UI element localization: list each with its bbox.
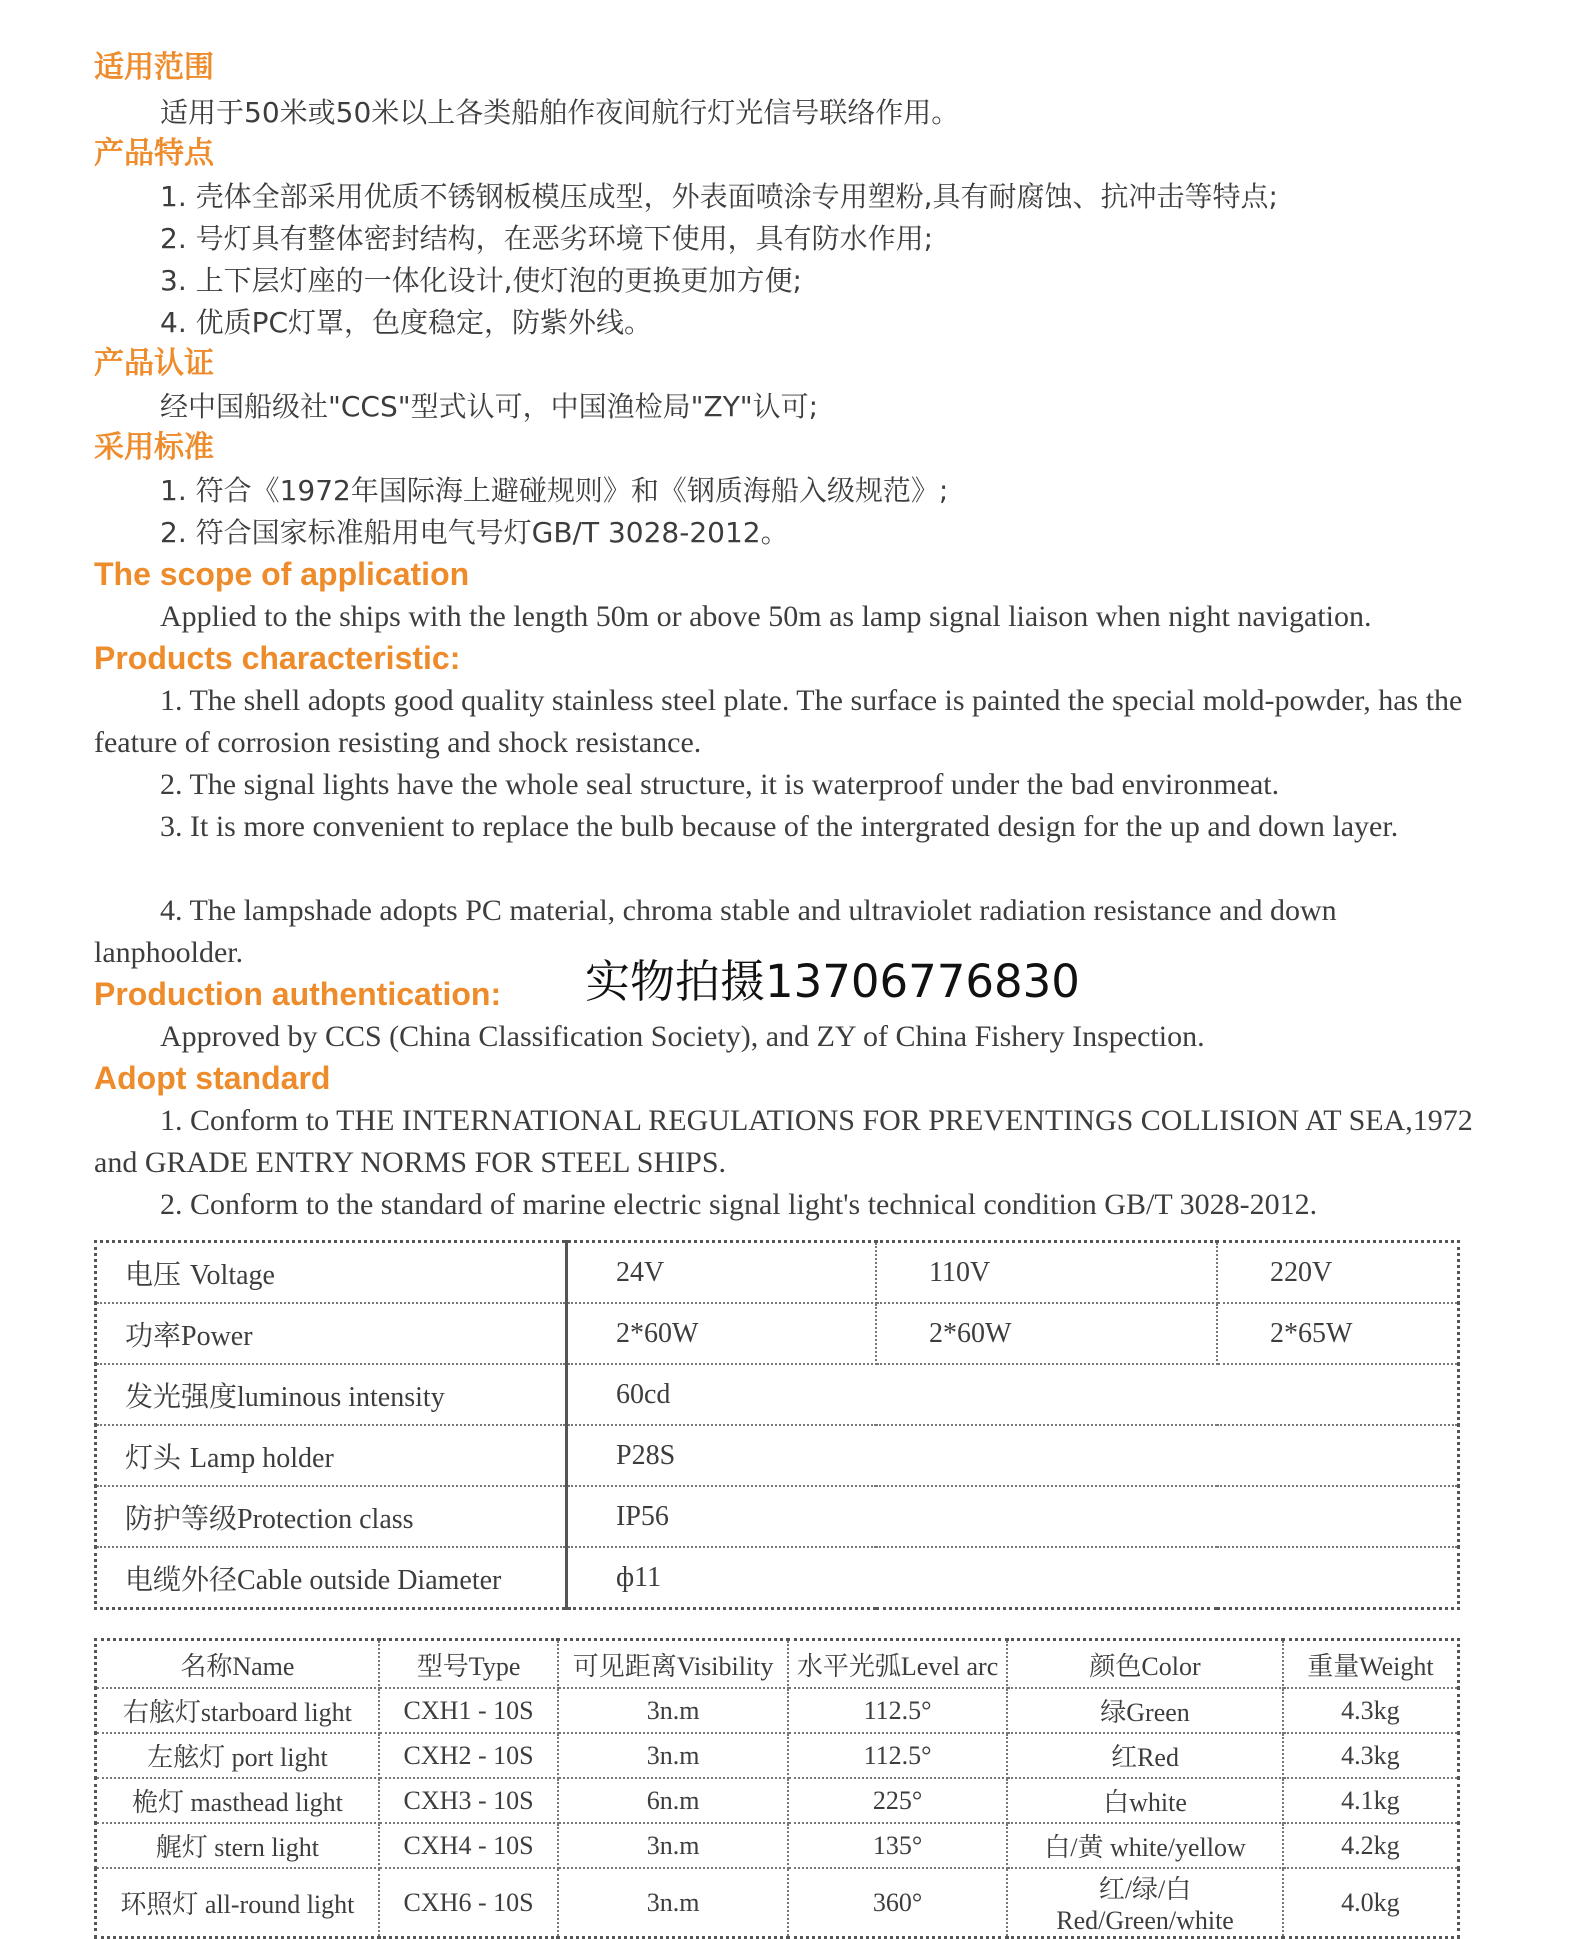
cell-weight: 4.1kg: [1283, 1778, 1459, 1823]
cell-weight: 4.2kg: [1283, 1823, 1459, 1868]
scope-text-en: Applied to the ships with the length 50m or above 50m as lamp signal liaison when night navigation.: [160, 600, 1372, 633]
spec-row-power: [96, 1303, 1459, 1364]
characteristic-item-en: 1. The shell adopts good quality stainless steel plate. The surface is painted the special mold-powder, has the feature of corrosion resisting and shock resistance.: [94, 684, 1463, 759]
table-row: [96, 1733, 1459, 1778]
cert-text-cn: 经中国船级社"CCS"型式认可，中国渔检局"ZY"认可;: [160, 390, 819, 423]
cell-level-arc: 225°: [788, 1778, 1007, 1823]
standard-item-cn: 1. 符合《1972年国际海上避碰规则》和《钢质海船入级规范》;: [160, 474, 949, 507]
heading-scope-cn: 适用范围: [94, 50, 214, 85]
cell-visibility: 3n.m: [558, 1688, 787, 1733]
cell-visibility: 3n.m: [558, 1733, 787, 1778]
spec-value: 110V: [876, 1242, 1217, 1304]
cell-level-arc: 112.5°: [788, 1733, 1007, 1778]
column-header: 名称Name: [96, 1640, 379, 1689]
feature-item-cn: 3. 上下层灯座的一体化设计,使灯泡的更换更加方便;: [160, 264, 802, 297]
heading-characteristics-en: Products characteristic:: [94, 640, 461, 676]
cell-color: 绿Green: [1007, 1688, 1283, 1733]
heading-features-cn: 产品特点: [94, 136, 214, 171]
table-row: [96, 1778, 1459, 1823]
heading-cert-cn: 产品认证: [94, 346, 214, 381]
cell-type: CXH2 - 10S: [379, 1733, 559, 1778]
cell-name: 桅灯 masthead light: [96, 1778, 379, 1823]
cell-type: CXH3 - 10S: [379, 1778, 559, 1823]
feature-item-cn: 1. 壳体全部采用优质不锈钢板模压成型，外表面喷涂专用塑粉,具有耐腐蚀、抗冲击等特点;: [160, 180, 1278, 213]
spec-value: 2*60W: [876, 1303, 1217, 1364]
cell-visibility: 3n.m: [558, 1868, 787, 1938]
spec-value: ф11: [567, 1547, 1459, 1609]
cell-name: 左舷灯 port light: [96, 1733, 379, 1778]
spec-label: 发光强度luminous intensity: [96, 1364, 567, 1425]
product-table: [94, 1638, 1460, 1939]
spec-value: IP56: [567, 1486, 1459, 1547]
cell-level-arc: 112.5°: [788, 1688, 1007, 1733]
heading-scope-en: The scope of application: [94, 556, 470, 592]
standard-item-en: 2. Conform to the standard of marine electric signal light's technical condition GB/T 3028-2012.: [160, 1188, 1318, 1221]
feature-item-cn: 4. 优质PC灯罩，色度稳定，防紫外线。: [160, 306, 653, 339]
spec-row-protection: [96, 1486, 1459, 1547]
column-header: 重量Weight: [1283, 1640, 1459, 1689]
characteristic-item-en: 2. The signal lights have the whole seal structure, it is waterproof under the bad environmeat.: [160, 768, 1280, 801]
characteristic-item-en: 3. It is more convenient to replace the bulb because of the intergrated design for the up and down layer.: [160, 810, 1399, 843]
cell-name: 右舷灯starboard light: [96, 1688, 379, 1733]
cell-name: 环照灯 all-round light: [96, 1868, 379, 1938]
table-row: [96, 1868, 1459, 1938]
cell-color: 白/黄 white/yellow: [1007, 1823, 1283, 1868]
characteristic-item-en: 4. The lampshade adopts PC material, chroma stable and ultraviolet radiation resistance and down lanphoolder.: [94, 894, 1337, 969]
cell-weight: 4.0kg: [1283, 1868, 1459, 1938]
cell-visibility: 6n.m: [558, 1778, 787, 1823]
table-row: [96, 1823, 1459, 1868]
spec-label: 电缆外径Cable outside Diameter: [96, 1547, 567, 1609]
cell-level-arc: 135°: [788, 1823, 1007, 1868]
spec-row-voltage: [96, 1242, 1459, 1304]
spec-label: 防护等级Protection class: [96, 1486, 567, 1547]
spec-row-lamp-holder: [96, 1425, 1459, 1486]
column-header: 颜色Color: [1007, 1640, 1283, 1689]
cell-type: CXH6 - 10S: [379, 1868, 559, 1938]
cell-type: CXH4 - 10S: [379, 1823, 559, 1868]
column-header: 水平光弧Level arc: [788, 1640, 1007, 1689]
authentication-text-en: Approved by CCS (China Classification Society), and ZY of China Fishery Inspection.: [160, 1020, 1205, 1053]
spec-value: 60cd: [567, 1364, 1459, 1425]
spec-label: 功率Power: [96, 1303, 567, 1364]
heading-authentication-en: Production authentication:: [94, 976, 502, 1012]
feature-item-cn: 2. 号灯具有整体密封结构，在恶劣环境下使用，具有防水作用;: [160, 222, 934, 255]
cell-color: 红/绿/白 Red/Green/white: [1007, 1868, 1283, 1938]
spec-label: 电压 Voltage: [96, 1242, 567, 1304]
cell-color: 白white: [1007, 1778, 1283, 1823]
spec-label: 灯头 Lamp holder: [96, 1425, 567, 1486]
product-table-header: [96, 1640, 1459, 1689]
column-header: 型号Type: [379, 1640, 559, 1689]
spec-value: 2*60W: [567, 1303, 877, 1364]
cell-color: 红Red: [1007, 1733, 1283, 1778]
spec-value: 24V: [567, 1242, 877, 1304]
spec-table: [94, 1240, 1460, 1610]
spec-row-cable: [96, 1547, 1459, 1609]
standard-item-cn: 2. 符合国家标准船用电气号灯GB/T 3028-2012。: [160, 516, 789, 549]
heading-standard-cn: 采用标准: [94, 430, 214, 465]
spec-row-luminous: [96, 1364, 1459, 1425]
table-row: [96, 1688, 1459, 1733]
spec-value: 2*65W: [1217, 1303, 1459, 1364]
scope-text-cn: 适用于50米或50米以上各类船舶作夜间航行灯光信号联络作用。: [160, 96, 960, 129]
column-header: 可见距离Visibility: [558, 1640, 787, 1689]
cell-weight: 4.3kg: [1283, 1688, 1459, 1733]
spec-value: P28S: [567, 1425, 1459, 1486]
watermark-text: 实物拍摄13706776830: [585, 955, 1080, 1008]
cell-visibility: 3n.m: [558, 1823, 787, 1868]
heading-standard-en: Adopt standard: [94, 1060, 331, 1096]
cell-name: 艉灯 stern light: [96, 1823, 379, 1868]
spec-value: 220V: [1217, 1242, 1459, 1304]
cell-level-arc: 360°: [788, 1868, 1007, 1938]
cell-type: CXH1 - 10S: [379, 1688, 559, 1733]
cell-weight: 4.3kg: [1283, 1733, 1459, 1778]
standard-item-en: 1. Conform to THE INTERNATIONAL REGULATIONS FOR PREVENTINGS COLLISION AT SEA,1972 and GRADE ENTRY NORMS FOR STEEL SHIPS.: [94, 1104, 1473, 1179]
